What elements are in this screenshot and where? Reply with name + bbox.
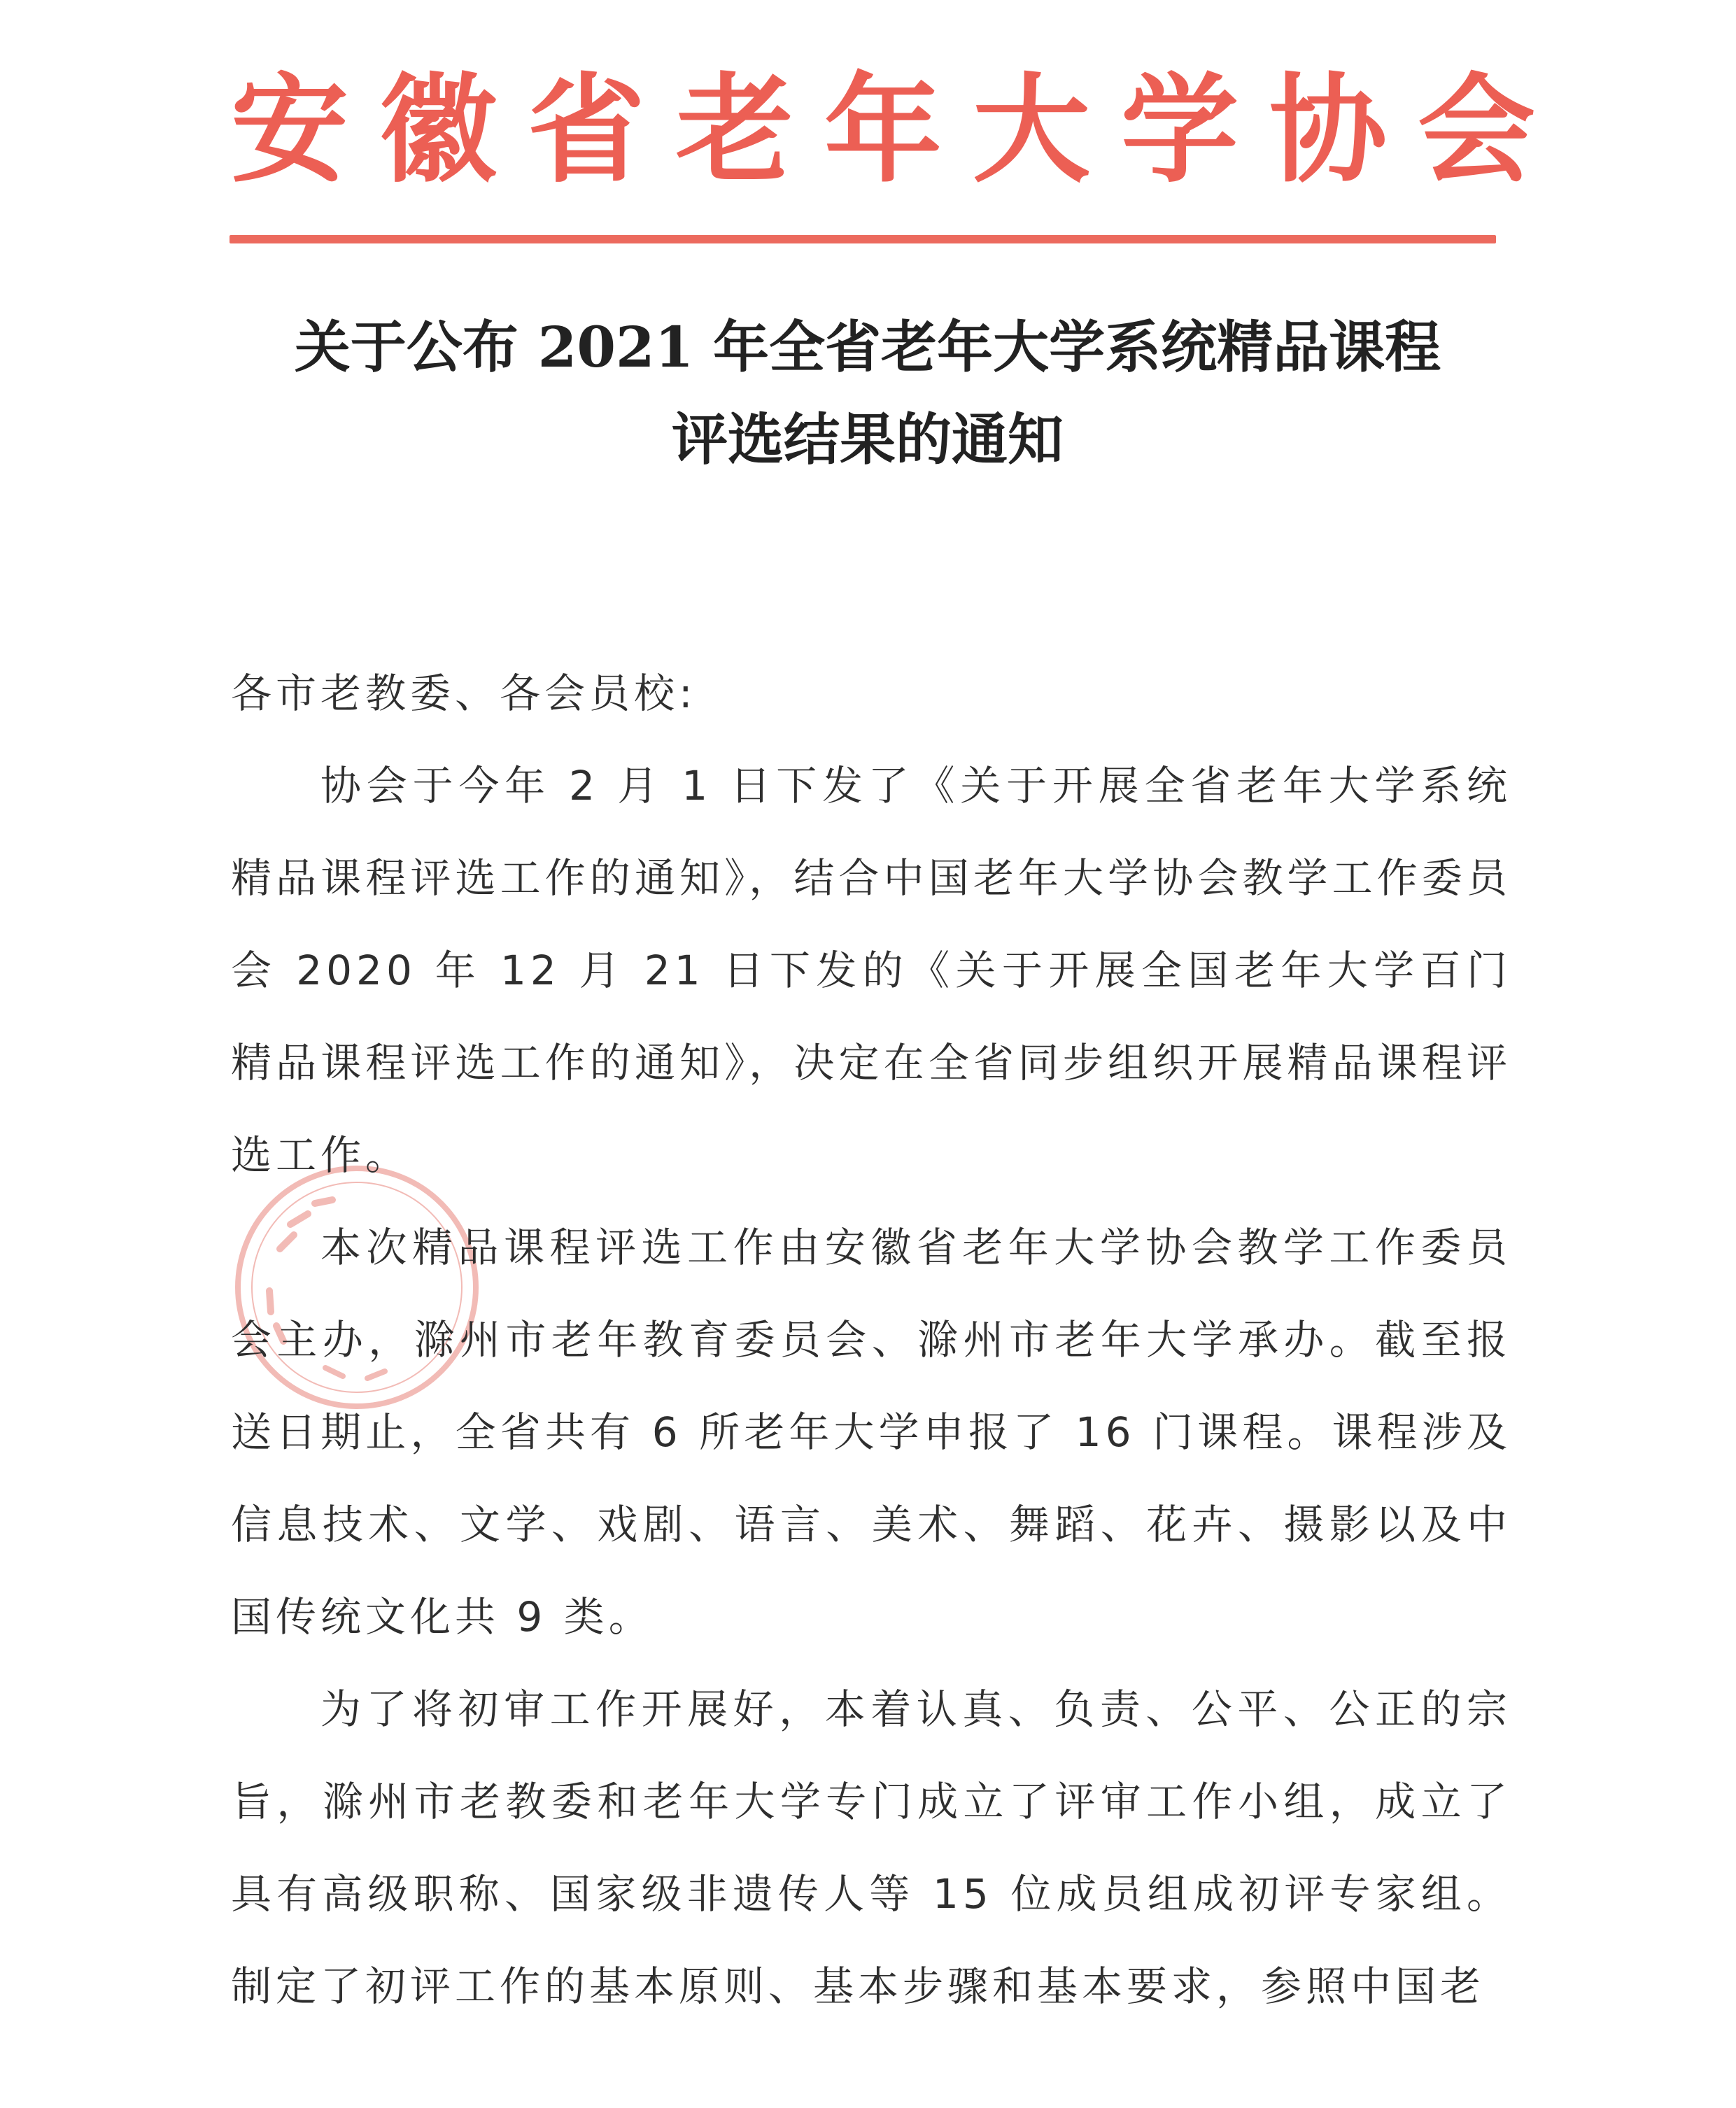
- notice-body: [231, 647, 1511, 2032]
- organization-header: 安徽省老年大学协会: [231, 60, 1566, 199]
- paragraph-3: 为了将初审工作开展好，本着认真、负责、公平、公正的宗旨，滁州市老教委和老年大学专门成立了评审工作小组，成立了具有高级职称、国家级非遗传人等 15 位成员组成初评专家组。制定了初评工作的基本原则、基本步骤和基本要求，参照中国老: [231, 1685, 1511, 2010]
- header-divider-rule: [230, 235, 1496, 243]
- paragraph-1: 协会于今年 2 月 1 日下发了《关于开展全省老年大学系统精品课程评选工作的通知》，结合中国老年大学协会教学工作委员会 2020 年 12 月 21 日下发的《关于开展全国老年大学百门精品课程评选工作的通知》，决定在全省同步组织开展精品课程评选工作。: [231, 762, 1511, 1179]
- notice-title-line-2: 评选结果的通知: [672, 406, 1064, 472]
- notice-title: [210, 301, 1525, 486]
- salutation: 各市老教委、各会员校:: [231, 670, 697, 717]
- paragraph-2: 本次精品课程评选工作由安徽省老年大学协会教学工作委员会主办，滁州市老年教育委员会、滁州市老年大学承办。截至报送日期止，全省共有 6 所老年大学申报了 16 门课程。课程涉及信息技术、文学、戏剧、语言、美术、舞蹈、花卉、摄影以及中国传统文化共 9 类。: [231, 1224, 1511, 1641]
- notice-title-line-1: 关于公布 2021 年全省老年大学系统精品课程: [294, 314, 1441, 380]
